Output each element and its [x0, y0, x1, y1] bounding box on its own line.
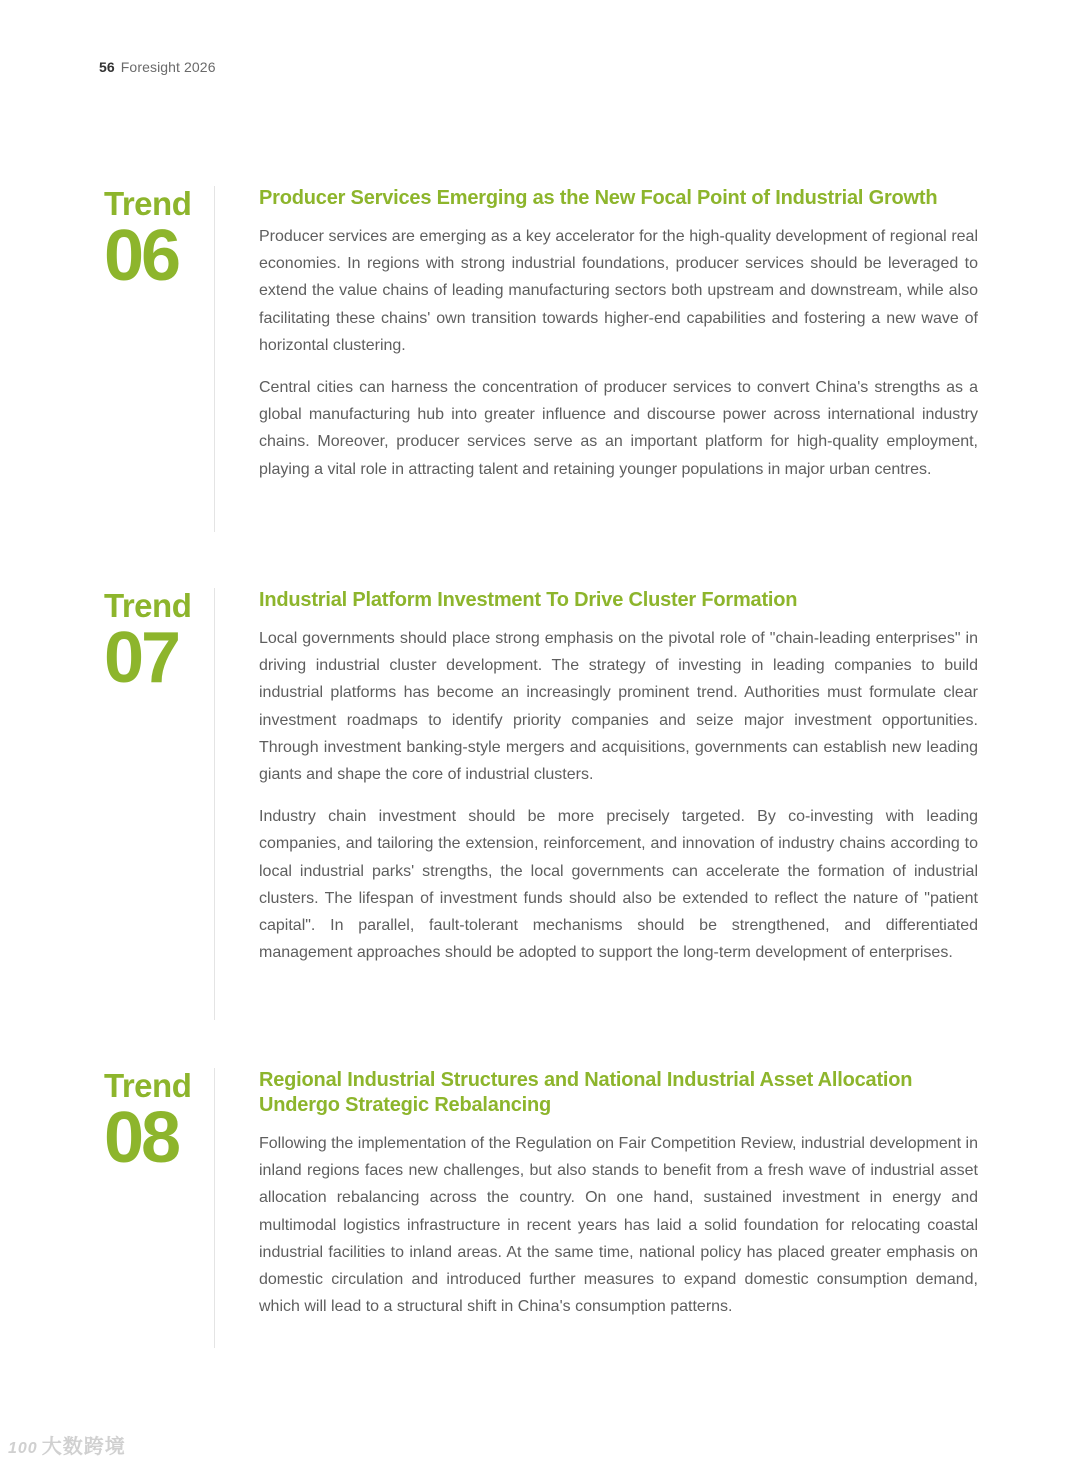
trend-label: Trend — [104, 587, 192, 624]
trend-body — [259, 186, 978, 498]
trend-paragraph: Local governments should place strong emphasis on the pivotal role of "chain-leading enterprises" in driving industrial cluster development. The strategy of investing in leading companies to build industrial platforms has become an increasingly prominent trend. Authorities must formulate clear investment roadmaps to identify priority companies and seize major investment opportunities. Through investment banking-style mergers and acquisitions, governments can establish new leading giants and shape the core of industrial clusters. — [259, 630, 978, 784]
trend-title: Regional Industrial Structures and National Industrial Asset Allocation Undergo Strategic Rebalancing — [259, 1069, 913, 1116]
page-header — [99, 59, 216, 75]
trend-section-06 — [104, 186, 978, 532]
vertical-divider — [214, 186, 215, 532]
page-number: 56 — [99, 59, 115, 75]
publication-title: Foresight 2026 — [120, 59, 216, 75]
trend-paragraph: Central cities can harness the concentration of producer services to convert China's strengths as a global manufacturing hub into greater influence and discourse power across international industry chains. Moreover, producer services serve as an important platform for high-quality employment, playing a vital role in attracting talent and retaining younger populations in major urban centres. — [259, 379, 978, 478]
trend-title: Producer Services Emerging as the New Focal Point of Industrial Growth — [259, 187, 938, 209]
vertical-divider — [214, 1068, 215, 1348]
vertical-divider — [214, 588, 215, 1020]
trend-label: Trend — [104, 1067, 192, 1104]
trend-body — [259, 588, 978, 981]
trend-section-08 — [104, 1068, 978, 1348]
trend-title: Industrial Platform Investment To Drive Cluster Formation — [259, 589, 798, 611]
trend-number: 06 — [104, 216, 179, 296]
trend-paragraph: Producer services are emerging as a key accelerator for the high-quality development of regional real economies. In regions with strong industrial foundations, producer services should be leveraged to extend the value chains of leading manufacturing sectors both upstream and downstream, while also facilitating these chains' own transition towards higher-end capabilities and fostering a new wave of horizontal clustering. — [259, 228, 978, 354]
trend-label: Trend — [104, 185, 192, 222]
watermark — [8, 1430, 126, 1459]
trend-number: 08 — [104, 1098, 179, 1178]
trend-body — [259, 1068, 978, 1335]
trend-paragraph: Industry chain investment should be more precisely targeted. By co-investing with leading companies, and tailoring the extension, reinforcement, and innovation of industry chains according to local industrial parks' strengths, the local governments can accelerate the formation of industrial clusters. The lifespan of investment funds should also be extended to reflect the nature of "patient capital". In parallel, fault-tolerant mechanisms should be strengthened, and differentiated management approaches should be adopted to support the long-term development of enterprises. — [259, 808, 978, 962]
watermark-text: 大数跨境 — [41, 1436, 126, 1458]
trend-paragraph: Following the implementation of the Regulation on Fair Competition Review, industrial development in inland regions faces new challenges, but also stands to benefit from a fresh wave of industrial asset allocation rebalancing across the country. On one hand, sustained investment in energy and multimodal logistics infrastructure in recent years has laid a solid foundation for relocating coastal industrial facilities to inland areas. At the same time, national policy has placed greater emphasis on domestic circulation and introduced further measures to expand domestic consumption demand, which will lead to a structural shift in China's consumption patterns. — [259, 1135, 978, 1316]
trend-badge — [104, 185, 214, 296]
trend-section-07 — [104, 588, 978, 1020]
trend-badge — [104, 1067, 214, 1178]
watermark-logo: 100 — [8, 1440, 38, 1457]
trend-number: 07 — [104, 618, 179, 698]
trend-badge — [104, 587, 214, 698]
